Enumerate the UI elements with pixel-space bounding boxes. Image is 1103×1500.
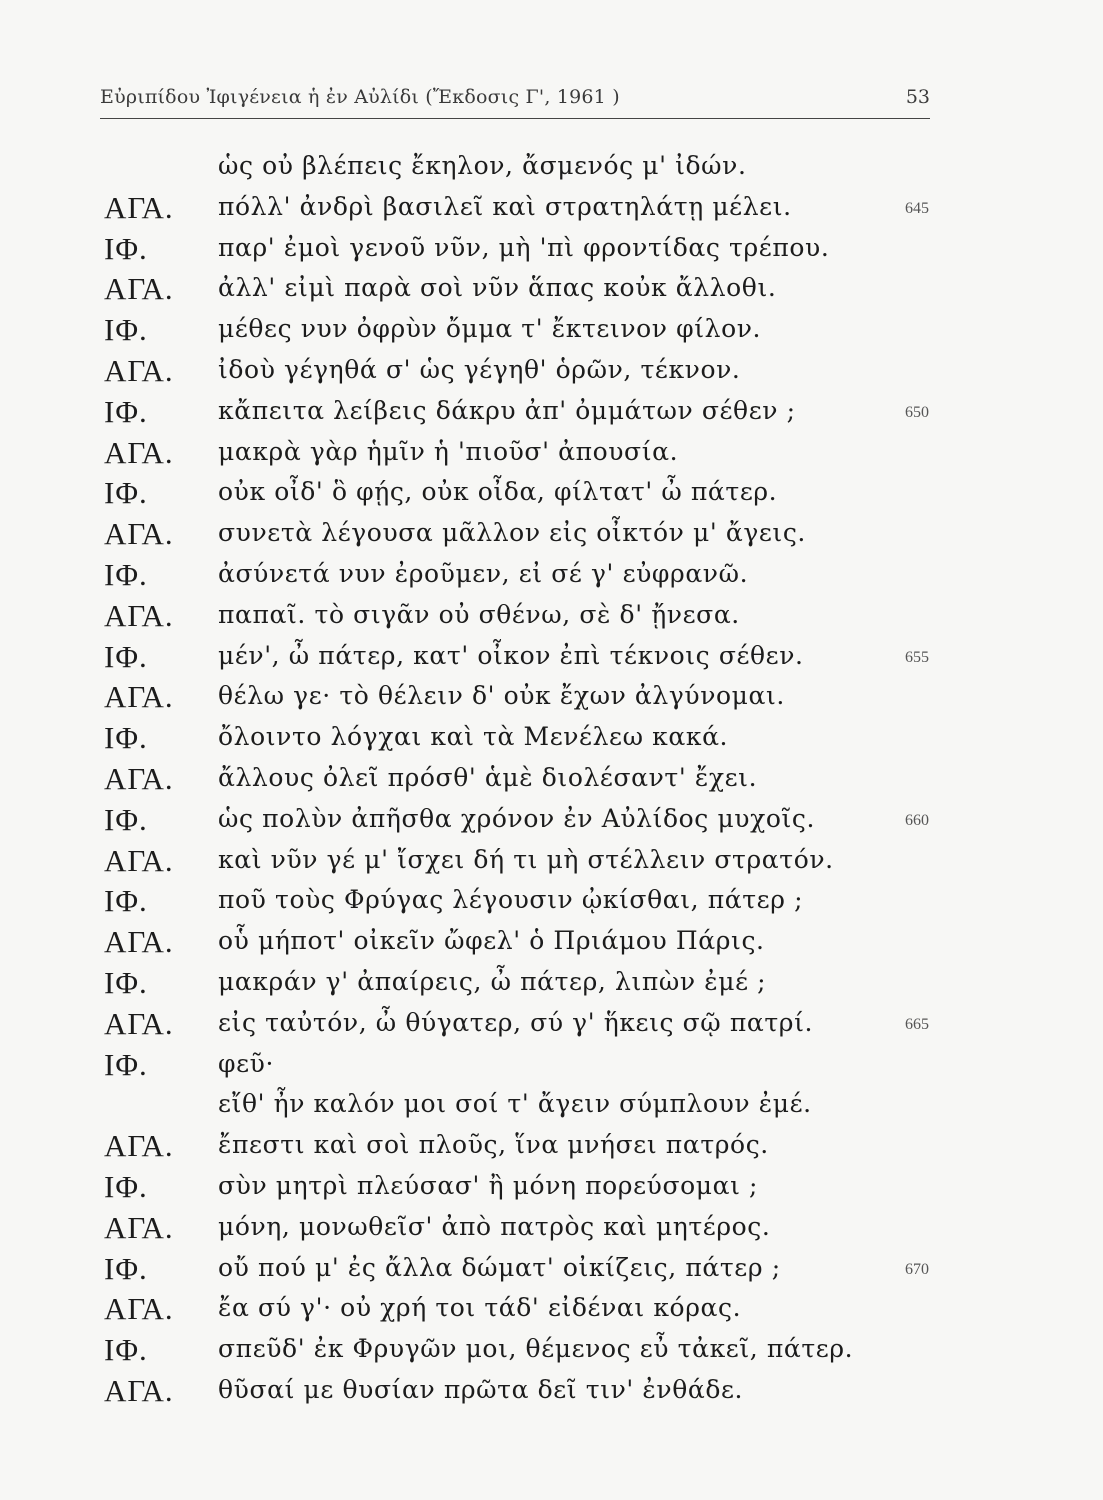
- verse-text: σὺν μητρὶ πλεύσασ' ἢ μόνη πορεύσομαι ;: [218, 1170, 759, 1200]
- verse-line: [0, 353, 1103, 394]
- verse-text: παρ' ἐμοὶ γενοῦ νῦν, μὴ 'πὶ φροντίδας τρέπου.: [218, 232, 830, 262]
- verse-line: [0, 802, 1103, 843]
- speaker-label: ΙΦ.: [104, 393, 148, 429]
- verse-text: μέν', ὦ πάτερ, κατ' οἶκον ἐπὶ τέκνοις σέθεν.: [218, 640, 804, 670]
- verse-line: [0, 435, 1103, 476]
- verse-line: [0, 720, 1103, 761]
- line-number: 665: [905, 1015, 929, 1033]
- line-number: 645: [905, 199, 929, 217]
- speaker-label: ΑΓΑ.: [104, 434, 174, 470]
- speaker-label: ΙΦ.: [104, 801, 148, 837]
- speaker-label: ΑΓΑ.: [104, 189, 174, 225]
- verse-text: κἄπειτα λείβεις δάκρυ ἀπ' ὀμμάτων σέθεν ;: [218, 395, 796, 425]
- verse-text: εἰς ταὐτόν, ὦ θύγατερ, σύ γ' ἥκεις σῷ πατρί.: [218, 1007, 814, 1037]
- speaker-label: ΑΓΑ.: [104, 924, 174, 960]
- verse-line: [0, 1332, 1103, 1373]
- verse-text: φεῦ·: [218, 1048, 275, 1078]
- verse-line: [0, 231, 1103, 272]
- verse-text: ὡς πολὺν ἀπῆσθα χρόνον ἐν Αὐλίδος μυχοῖς.: [218, 803, 816, 833]
- verse-text: μέθες νυν ὀφρὺν ὄμμα τ' ἔκτεινον φίλον.: [218, 314, 762, 344]
- verse-line: [0, 475, 1103, 516]
- verse-text: ἔπεστι καὶ σοὶ πλοῦς, ἵνα μνήσει πατρός.: [218, 1130, 769, 1160]
- verse-text: παπαῖ. τὸ σιγᾶν οὐ σθένω, σὲ δ' ᾔνεσα.: [218, 599, 740, 629]
- verse-text: οὗ μήποτ' οἰκεῖν ὤφελ' ὁ Πριάμου Πάρις.: [218, 926, 765, 956]
- verse-text: ὄλοιντο λόγχαι καὶ τὰ Μενέλεω κακά.: [218, 722, 729, 752]
- verse-line: [0, 312, 1103, 353]
- verse-text: ποῦ τοὺς Φρύγας λέγουσιν ᾠκίσθαι, πάτερ ;: [218, 885, 804, 915]
- verse-line: [0, 1251, 1103, 1292]
- speaker-label: ΑΓΑ.: [104, 1128, 174, 1164]
- speaker-label: ΑΓΑ.: [104, 679, 174, 715]
- verse-line: [0, 1169, 1103, 1210]
- speaker-label: ΙΦ.: [104, 312, 148, 348]
- speaker-label: ΙΦ.: [104, 883, 148, 919]
- speaker-label: ΑΓΑ.: [104, 1209, 174, 1245]
- speaker-label: ΙΦ.: [104, 1250, 148, 1286]
- speaker-label: ΑΓΑ.: [104, 842, 174, 878]
- verse-line: [0, 557, 1103, 598]
- line-number: 650: [905, 403, 929, 421]
- verse-line: [0, 1291, 1103, 1332]
- verse-text: ἄλλους ὀλεῖ πρόσθ' ἁμὲ διολέσαντ' ἔχει.: [218, 762, 758, 792]
- verse-line: [0, 1373, 1103, 1414]
- verse-text: ὡς οὐ βλέπεις ἔκηλον, ἄσμενός μ' ἰδών.: [218, 151, 747, 180]
- verse-line: [0, 190, 1103, 231]
- verse-text: εἴθ' ἦν καλόν μοι σοί τ' ἄγειν σύμπλουν ἐμέ.: [218, 1089, 812, 1119]
- page-number: 53: [905, 86, 930, 108]
- verse-text: ἀλλ' εἰμὶ παρὰ σοὶ νῦν ἅπας κοὐκ ἄλλοθι.: [218, 273, 777, 303]
- verse-line: [0, 271, 1103, 312]
- verse-line: [0, 1087, 1103, 1128]
- speaker-label: ΙΦ.: [104, 556, 148, 592]
- speaker-label: ΙΦ.: [104, 964, 148, 1000]
- verse-lines: [0, 149, 1103, 1414]
- verse-line: [0, 1006, 1103, 1047]
- verse-line: [0, 965, 1103, 1006]
- speaker-label: ΙΦ.: [104, 1332, 148, 1368]
- verse-text: πόλλ' ἀνδρὶ βασιλεῖ καὶ στρατηλάτῃ μέλει.: [218, 191, 792, 221]
- speaker-label: ΑΓΑ.: [104, 1005, 174, 1041]
- verse-text: σπεῦδ' ἐκ Φρυγῶν μοι, θέμενος εὖ τἀκεῖ, πάτερ.: [218, 1334, 854, 1364]
- verse-line: [0, 761, 1103, 802]
- verse-text: ἀσύνετά νυν ἐροῦμεν, εἰ σέ γ' εὐφρανῶ.: [218, 558, 749, 588]
- speaker-label: ΑΓΑ.: [104, 1291, 174, 1327]
- verse-line: [0, 1210, 1103, 1251]
- speaker-label: ΙΦ.: [104, 1168, 148, 1204]
- line-number: 670: [905, 1260, 929, 1278]
- verse-line: [0, 639, 1103, 680]
- verse-line: [0, 1047, 1103, 1088]
- line-number: 655: [905, 648, 929, 666]
- header-rule: [100, 118, 930, 119]
- verse-text: θέλω γε· τὸ θέλειν δ' οὐκ ἔχων ἀλγύνομαι.: [218, 681, 785, 711]
- speaker-label: ΙΦ.: [104, 720, 148, 756]
- verse-text: μακρὰ γὰρ ἡμῖν ἡ 'πιοῦσ' ἀπουσία.: [218, 436, 679, 466]
- verse-text: οὐκ οἶδ' ὃ φῄς, οὐκ οἶδα, φίλτατ' ὦ πάτερ.: [218, 477, 778, 507]
- speaker-label: ΙΦ.: [104, 475, 148, 511]
- speaker-label: ΑΓΑ.: [104, 760, 174, 796]
- speaker-label: ΑΓΑ.: [104, 597, 174, 633]
- verse-line: [0, 394, 1103, 435]
- line-number: 660: [905, 811, 929, 829]
- verse-line: [0, 679, 1103, 720]
- running-title: Εὐριπίδου Ἰφιγένεια ἡ ἐν Αὐλίδι (Ἔκδοσις Γ', 1961 ): [100, 86, 620, 108]
- speaker-label: ΑΓΑ.: [104, 271, 174, 307]
- verse-line: [0, 516, 1103, 557]
- speaker-label: ΙΦ.: [104, 638, 148, 674]
- speaker-label: ΑΓΑ.: [104, 516, 174, 552]
- verse-text: μακράν γ' ἀπαίρεις, ὦ πάτερ, λιπὼν ἐμέ ;: [218, 966, 767, 996]
- speaker-label: ΙΦ.: [104, 230, 148, 266]
- verse-line: [0, 1128, 1103, 1169]
- verse-text: θῦσαί με θυσίαν πρῶτα δεῖ τιν' ἐνθάδε.: [218, 1374, 744, 1404]
- verse-text: οὔ πού μ' ἐς ἄλλα δώματ' οἰκίζεις, πάτερ ;: [218, 1252, 781, 1282]
- verse-line: [0, 598, 1103, 639]
- speaker-label: ΙΦ.: [104, 1046, 148, 1082]
- verse-text: συνετὰ λέγουσα μᾶλλον εἰς οἶκτόν μ' ἄγεις.: [218, 518, 806, 548]
- verse-line: [0, 883, 1103, 924]
- verse-text: ἰδοὺ γέγηθά σ' ὡς γέγηθ' ὁρῶν, τέκνον.: [218, 354, 741, 384]
- verse-text: καὶ νῦν γέ μ' ἴσχει δή τι μὴ στέλλειν στρατόν.: [218, 844, 834, 874]
- speaker-label: ΑΓΑ.: [104, 352, 174, 388]
- verse-text: ἔα σύ γ'· οὐ χρή τοι τάδ' εἰδέναι κόρας.: [218, 1293, 742, 1323]
- verse-line: [0, 924, 1103, 965]
- verse-line: [0, 149, 1103, 190]
- speaker-label: ΑΓΑ.: [104, 1372, 174, 1408]
- verse-line: [0, 843, 1103, 884]
- verse-text: μόνη, μονωθεῖσ' ἀπὸ πατρὸς καὶ μητέρος.: [218, 1211, 771, 1241]
